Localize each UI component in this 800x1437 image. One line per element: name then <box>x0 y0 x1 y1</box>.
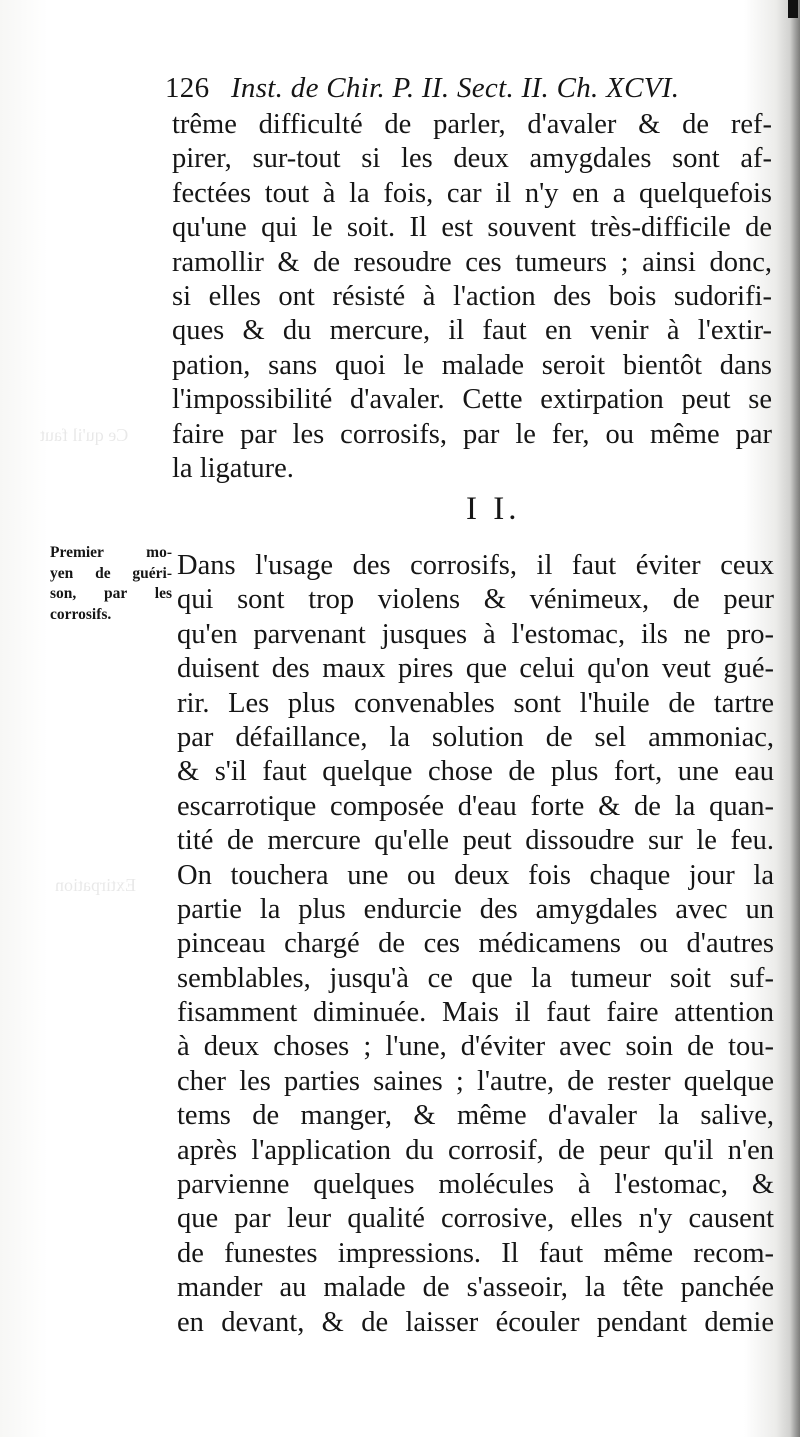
text-line: ques & du mercure, il faut en venir à l'extir- <box>172 315 772 347</box>
page-number: 126 <box>165 72 210 104</box>
text-line: semblables, jusqu'à ce que la tumeur soit suf- <box>177 962 774 994</box>
text-line: l'impossibilité d'avaler. Cette extirpation peut se <box>172 384 772 416</box>
show-through-text: Extirpation <box>55 875 136 895</box>
text-line: ramollir & de resoudre ces tumeurs ; ainsi donc, <box>172 246 772 278</box>
text-line: par défaillance, la solution de sel ammoniac, <box>177 721 774 753</box>
text-line: tems de manger, & même d'avaler la salive, <box>177 1100 774 1132</box>
text-line: en devant, & de laisser écouler pendant demie <box>177 1306 774 1338</box>
text-line: & s'il faut quelque chose de plus fort, une eau <box>177 756 774 788</box>
text-line: après l'application du corrosif, de peur qu'il n'en <box>177 1134 774 1166</box>
text-line: fisamment diminuée. Mais il faut faire attention <box>177 997 774 1029</box>
spine-shadow <box>790 0 800 1437</box>
text-line: duisent des maux pires que celui qu'on veut gué- <box>177 653 774 685</box>
paragraph-1 <box>172 108 772 486</box>
text-line: faire par les corrosifs, par le fer, ou même par <box>172 418 772 450</box>
running-header <box>165 72 770 105</box>
text-line: cher les parties saines ; l'autre, de rester quelque <box>177 1065 774 1097</box>
marginal-note-line: son, par les <box>50 585 172 602</box>
marginal-note-line: corrosifs. <box>50 605 112 623</box>
show-through-text: Ce qu'il faut <box>40 425 129 445</box>
text-line: si elles ont résisté à l'action des bois sudorifi- <box>172 280 772 312</box>
text-line: à deux choses ; l'une, d'éviter avec soin de tou- <box>177 1031 774 1063</box>
text-line: escarrotique composée d'eau forte & de la quan- <box>177 790 774 822</box>
corner-mark <box>788 0 798 18</box>
text-line: Dans l'usage des corrosifs, il faut éviter ceux <box>177 550 774 581</box>
text-line: que par leur qualité corrosive, elles n'y causent <box>177 1203 774 1235</box>
text-line: On touchera une ou deux fois chaque jour la <box>177 859 774 891</box>
text-line: la ligature. <box>172 452 294 484</box>
running-title: Inst. de Chir. P. II. Sect. II. Ch. XCVI. <box>230 72 680 104</box>
text-line: parvienne quelques molécules à l'estomac, & <box>177 1169 774 1201</box>
marginal-note-line: yen de guéri- <box>50 564 172 582</box>
text-line: rir. Les plus convenables sont l'huile de tartre <box>177 687 774 719</box>
paragraph-2 <box>177 549 774 1340</box>
text-line: qu'en parvenant jusques à l'estomac, ils ne pro- <box>177 618 774 650</box>
section-number: I I. <box>466 491 521 527</box>
text-line: partie la plus endurcie des amygdales avec un <box>177 893 774 925</box>
marginal-note <box>50 543 172 625</box>
text-line: trême difficulté de parler, d'avaler & de ref- <box>172 109 772 140</box>
marginal-note-line: Premier mo- <box>50 544 172 561</box>
text-line: de funestes impressions. Il faut même recom- <box>177 1237 774 1269</box>
text-line: qui sont trop violens & vénimeux, de peur <box>177 584 774 616</box>
text-line: fectées tout à la fois, car il n'y en a quelquefois <box>172 177 772 209</box>
text-line: pirer, sur-tout si les deux amygdales sont af- <box>172 143 772 175</box>
text-line: pinceau chargé de ces médicamens ou d'autres <box>177 928 774 960</box>
text-line: mander au malade de s'asseoir, la tête panchée <box>177 1272 774 1304</box>
text-line: pation, sans quoi le malade seroit bientôt dans <box>172 349 772 381</box>
text-line: tité de mercure qu'elle peut dissoudre sur le feu. <box>177 825 774 857</box>
text-line: qu'une qui le soit. Il est souvent très-difficile de <box>172 212 772 244</box>
